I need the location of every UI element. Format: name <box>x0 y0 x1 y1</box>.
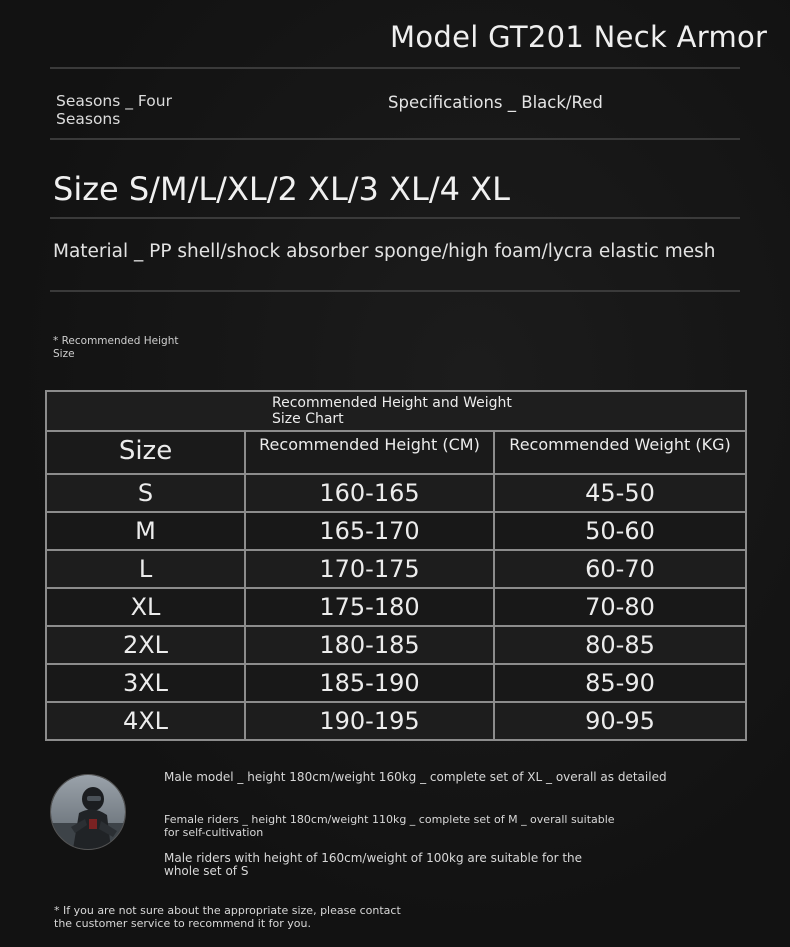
footer-note: * If you are not sure about the appropriate size, please contact the customer service to recommend it for you. <box>54 904 401 930</box>
height-cell: 190-195 <box>245 702 494 740</box>
table-caption-text: Recommended Height and Weight Size Chart <box>272 395 512 427</box>
weight-cell: 50-60 <box>494 512 746 550</box>
page-title: Model GT201 Neck Armor <box>390 20 768 54</box>
column-header-weight: Recommended Weight (KG) <box>494 431 746 474</box>
size-chart-table <box>45 390 747 741</box>
rider-photo <box>50 774 126 850</box>
seasons-label: Seasons _ Four Seasons <box>56 92 172 128</box>
recommended-note: * Recommended Height Size <box>53 335 179 360</box>
divider <box>50 217 740 219</box>
height-cell: 180-185 <box>245 626 494 664</box>
weight-cell: 45-50 <box>494 474 746 512</box>
size-cell: 4XL <box>46 702 245 740</box>
table-row <box>46 664 746 702</box>
size-cell: M <box>46 512 245 550</box>
size-cell: L <box>46 550 245 588</box>
specifications-label: Specifications _ Black/Red <box>388 93 603 112</box>
size-cell: XL <box>46 588 245 626</box>
table-row <box>46 702 746 740</box>
table-row <box>46 588 746 626</box>
height-cell: 165-170 <box>245 512 494 550</box>
size-cell: 3XL <box>46 664 245 702</box>
table-row <box>46 550 746 588</box>
height-cell: 160-165 <box>245 474 494 512</box>
divider <box>50 290 740 292</box>
weight-cell: 60-70 <box>494 550 746 588</box>
size-cell: 2XL <box>46 626 245 664</box>
weight-cell: 80-85 <box>494 626 746 664</box>
model-note-small: Male riders with height of 160cm/weight of 100kg are suitable for the whole set of S <box>164 851 583 878</box>
size-range-heading: Size S/M/L/XL/2 XL/3 XL/4 XL <box>53 170 510 208</box>
divider <box>50 138 740 140</box>
material-label: Material _ PP shell/shock absorber sponge/high foam/lycra elastic mesh <box>53 241 716 262</box>
height-cell: 170-175 <box>245 550 494 588</box>
divider <box>50 67 740 69</box>
weight-cell: 70-80 <box>494 588 746 626</box>
table-caption <box>46 391 746 431</box>
height-cell: 175-180 <box>245 588 494 626</box>
weight-cell: 85-90 <box>494 664 746 702</box>
size-cell: S <box>46 474 245 512</box>
table-row <box>46 626 746 664</box>
height-cell: 185-190 <box>245 664 494 702</box>
table-row <box>46 474 746 512</box>
column-header-height: Recommended Height (CM) <box>245 431 494 474</box>
model-note-female: Female riders _ height 180cm/weight 110kg _ complete set of M _ overall suitable for self-cultivation <box>164 813 615 839</box>
model-note-male: Male model _ height 180cm/weight 160kg _ complete set of XL _ overall as detailed <box>164 770 667 784</box>
column-header-size: Size <box>46 431 245 474</box>
table-row <box>46 512 746 550</box>
weight-cell: 90-95 <box>494 702 746 740</box>
